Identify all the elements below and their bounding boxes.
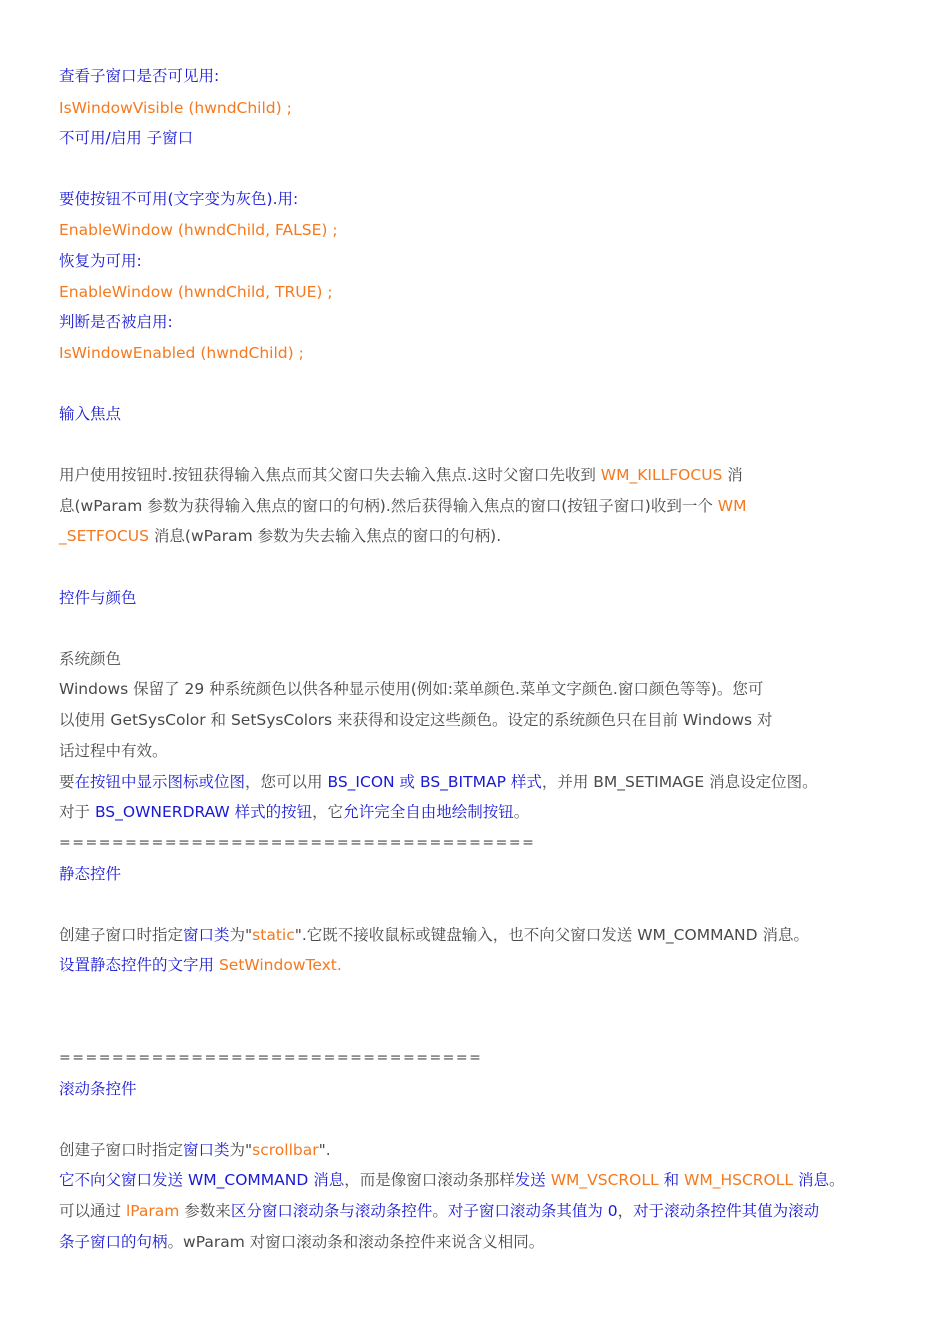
text-run: 它不向父窗口发送: [59, 1171, 188, 1189]
heading-scrollbar-control: [59, 1078, 137, 1100]
text-check-enabled: [59, 311, 173, 333]
separator-1: [59, 832, 535, 854]
text-run: ====================================: [59, 835, 536, 851]
text-run: 样式: [505, 773, 542, 791]
separator-2: [59, 1047, 482, 1069]
text-scrollbar-create: [59, 1139, 331, 1161]
text-run: 系统颜色: [59, 650, 122, 668]
text-run: _SETFOCUS: [59, 527, 149, 545]
text-run: 发送: [514, 1171, 551, 1189]
text-run: 判断是否被启用:: [59, 313, 173, 331]
text-run: 样式的按钮: [229, 803, 313, 821]
text-run: 创建子窗口时指定: [59, 926, 184, 944]
text-run: 创建子窗口时指定: [59, 1141, 184, 1159]
text-run: 和: [658, 1171, 685, 1189]
text-restore-enabled: [59, 250, 142, 272]
text-run: 。: [513, 803, 530, 821]
text-run: 以使用 GetSysColor 和 SetSysColors 来获得和设定这些颜色。设定的系统颜色只在目前 Windows 对: [59, 711, 773, 729]
text-run: WM_COMMAND: [187, 1171, 309, 1189]
text-run: ================================: [59, 1050, 483, 1066]
text-run: EnableWindow (hwndChild, TRUE) ;: [59, 283, 333, 301]
text-run: 对于滚动条控件其值为滚动: [633, 1202, 820, 1220]
text-run: 或: [394, 773, 420, 791]
text-run: 输入焦点: [59, 405, 122, 423]
text-run: static: [252, 926, 295, 944]
paragraph-colors-line-1: [59, 678, 763, 700]
text-run: 在按钮中显示图标或位图: [74, 773, 246, 791]
text-run: 控件与颜色: [59, 589, 137, 607]
text-run: 消息(wParam 参数为失去输入焦点的窗口的句柄).: [148, 527, 502, 545]
code-iswindowenabled: [59, 342, 304, 364]
text-run: 息(wParam 参数为获得输入焦点的窗口的句柄).然后获得输入焦点的窗口(按钮子窗口)收到一个: [59, 497, 718, 515]
text-run: 条子窗口的句柄: [59, 1233, 168, 1251]
text-scrollbar-messages: [59, 1169, 844, 1191]
code-iswindowvisible: [59, 97, 292, 119]
text-run: ，您可以用: [245, 773, 328, 791]
text-run: EnableWindow (hwndChild, FALSE) ;: [59, 221, 338, 239]
paragraph-focus-line-1: [59, 464, 743, 486]
text-run: 参数来: [179, 1202, 231, 1220]
text-run: scrollbar: [252, 1141, 319, 1159]
text-run: 静态控件: [59, 865, 122, 883]
text-run: 要使按钮不可用(文字变为灰色).用:: [59, 190, 299, 208]
text-run: WM_VSCROLL: [550, 1171, 659, 1189]
heading-controls-colors: [59, 587, 137, 609]
text-run: WM: [717, 497, 747, 515]
text-run: lParam: [125, 1202, 180, 1220]
text-run: 。: [432, 1202, 448, 1220]
paragraph-colors-line-2: [59, 709, 773, 731]
text-run: 消息: [308, 1171, 345, 1189]
text-scrollbar-handle: [59, 1231, 544, 1253]
text-run: 。: [828, 1171, 845, 1189]
code-enablewindow-false: [59, 219, 338, 241]
heading-input-focus: [59, 403, 121, 425]
text-run: 用户使用按钮时.按钮获得输入焦点而其父窗口失去输入焦点.这时父窗口先收到: [59, 466, 601, 484]
text-run: 允许完全自由地绘制按钮: [343, 803, 514, 821]
text-run: BS_BITMAP: [419, 773, 506, 791]
text-run: 不可用/启用 子窗口: [59, 129, 194, 147]
text-run: ，: [617, 1202, 634, 1220]
subheading-system-colors: [59, 648, 121, 670]
text-run: 滚动条控件: [59, 1080, 137, 1098]
text-run: IsWindowVisible (hwndChild) ;: [59, 99, 292, 117]
text-run: 对子窗口滚动条其值为 0: [447, 1202, 618, 1220]
heading-static-control: [59, 863, 121, 885]
text-run: ，并用 BM_SETIMAGE 消息设定位图。: [541, 773, 818, 791]
text-bs-icon-bitmap: [59, 771, 818, 793]
paragraph-colors-line-3: [59, 740, 168, 762]
text-run: 查看子窗口是否可见用:: [59, 67, 220, 85]
text-run: ".它既不接收鼠标或键盘输入，也不向父窗口发送 WM_COMMAND 消息。: [294, 926, 809, 944]
text-run: Windows 保留了 29 种系统颜色以供各种显示使用(例如:菜单颜色.菜单文字颜色.窗口颜色等等)。您可: [59, 680, 764, 698]
text-run: 恢复为可用:: [59, 252, 142, 270]
text-run: WM_HSCROLL: [684, 1171, 794, 1189]
text-run: 为": [229, 926, 253, 944]
text-run: 对于: [59, 803, 95, 821]
text-run: ，而是像窗口滚动条那样: [344, 1171, 515, 1189]
text-run: 消: [722, 466, 743, 484]
text-run: ".: [318, 1141, 331, 1159]
text-disable-button: [59, 188, 298, 210]
code-enablewindow-true: [59, 281, 333, 303]
text-run: BS_OWNERDRAW: [94, 803, 230, 821]
text-run: 窗口类: [183, 1141, 230, 1159]
paragraph-focus-line-3: [59, 525, 501, 547]
text-run: 消息: [793, 1171, 829, 1189]
text-run: 为": [229, 1141, 253, 1159]
text-run: ，它: [312, 803, 344, 821]
text-run: 窗口类: [183, 926, 230, 944]
text-run: WM_KILLFOCUS: [600, 466, 723, 484]
heading-child-visible: [59, 65, 219, 87]
text-run: BS_ICON: [327, 773, 395, 791]
text-bs-ownerdraw: [59, 801, 529, 823]
text-run: 要: [59, 773, 75, 791]
text-static-setwindowtext: [59, 954, 342, 976]
text-scrollbar-lparam: [59, 1200, 819, 1222]
text-run: SetWindowText.: [218, 956, 342, 974]
text-run: 设置静态控件的文字用: [59, 956, 219, 974]
text-run: IsWindowEnabled (hwndChild) ;: [59, 344, 304, 362]
heading-enable-disable: [59, 127, 193, 149]
text-run: 话过程中有效。: [59, 742, 168, 760]
text-static-create: [59, 924, 809, 946]
text-run: 。wParam 对窗口滚动条和滚动条控件来说含义相同。: [167, 1233, 545, 1251]
paragraph-focus-line-2: [59, 495, 746, 517]
text-run: 区分窗口滚动条与滚动条控件: [230, 1202, 433, 1220]
text-run: 可以通过: [59, 1202, 126, 1220]
